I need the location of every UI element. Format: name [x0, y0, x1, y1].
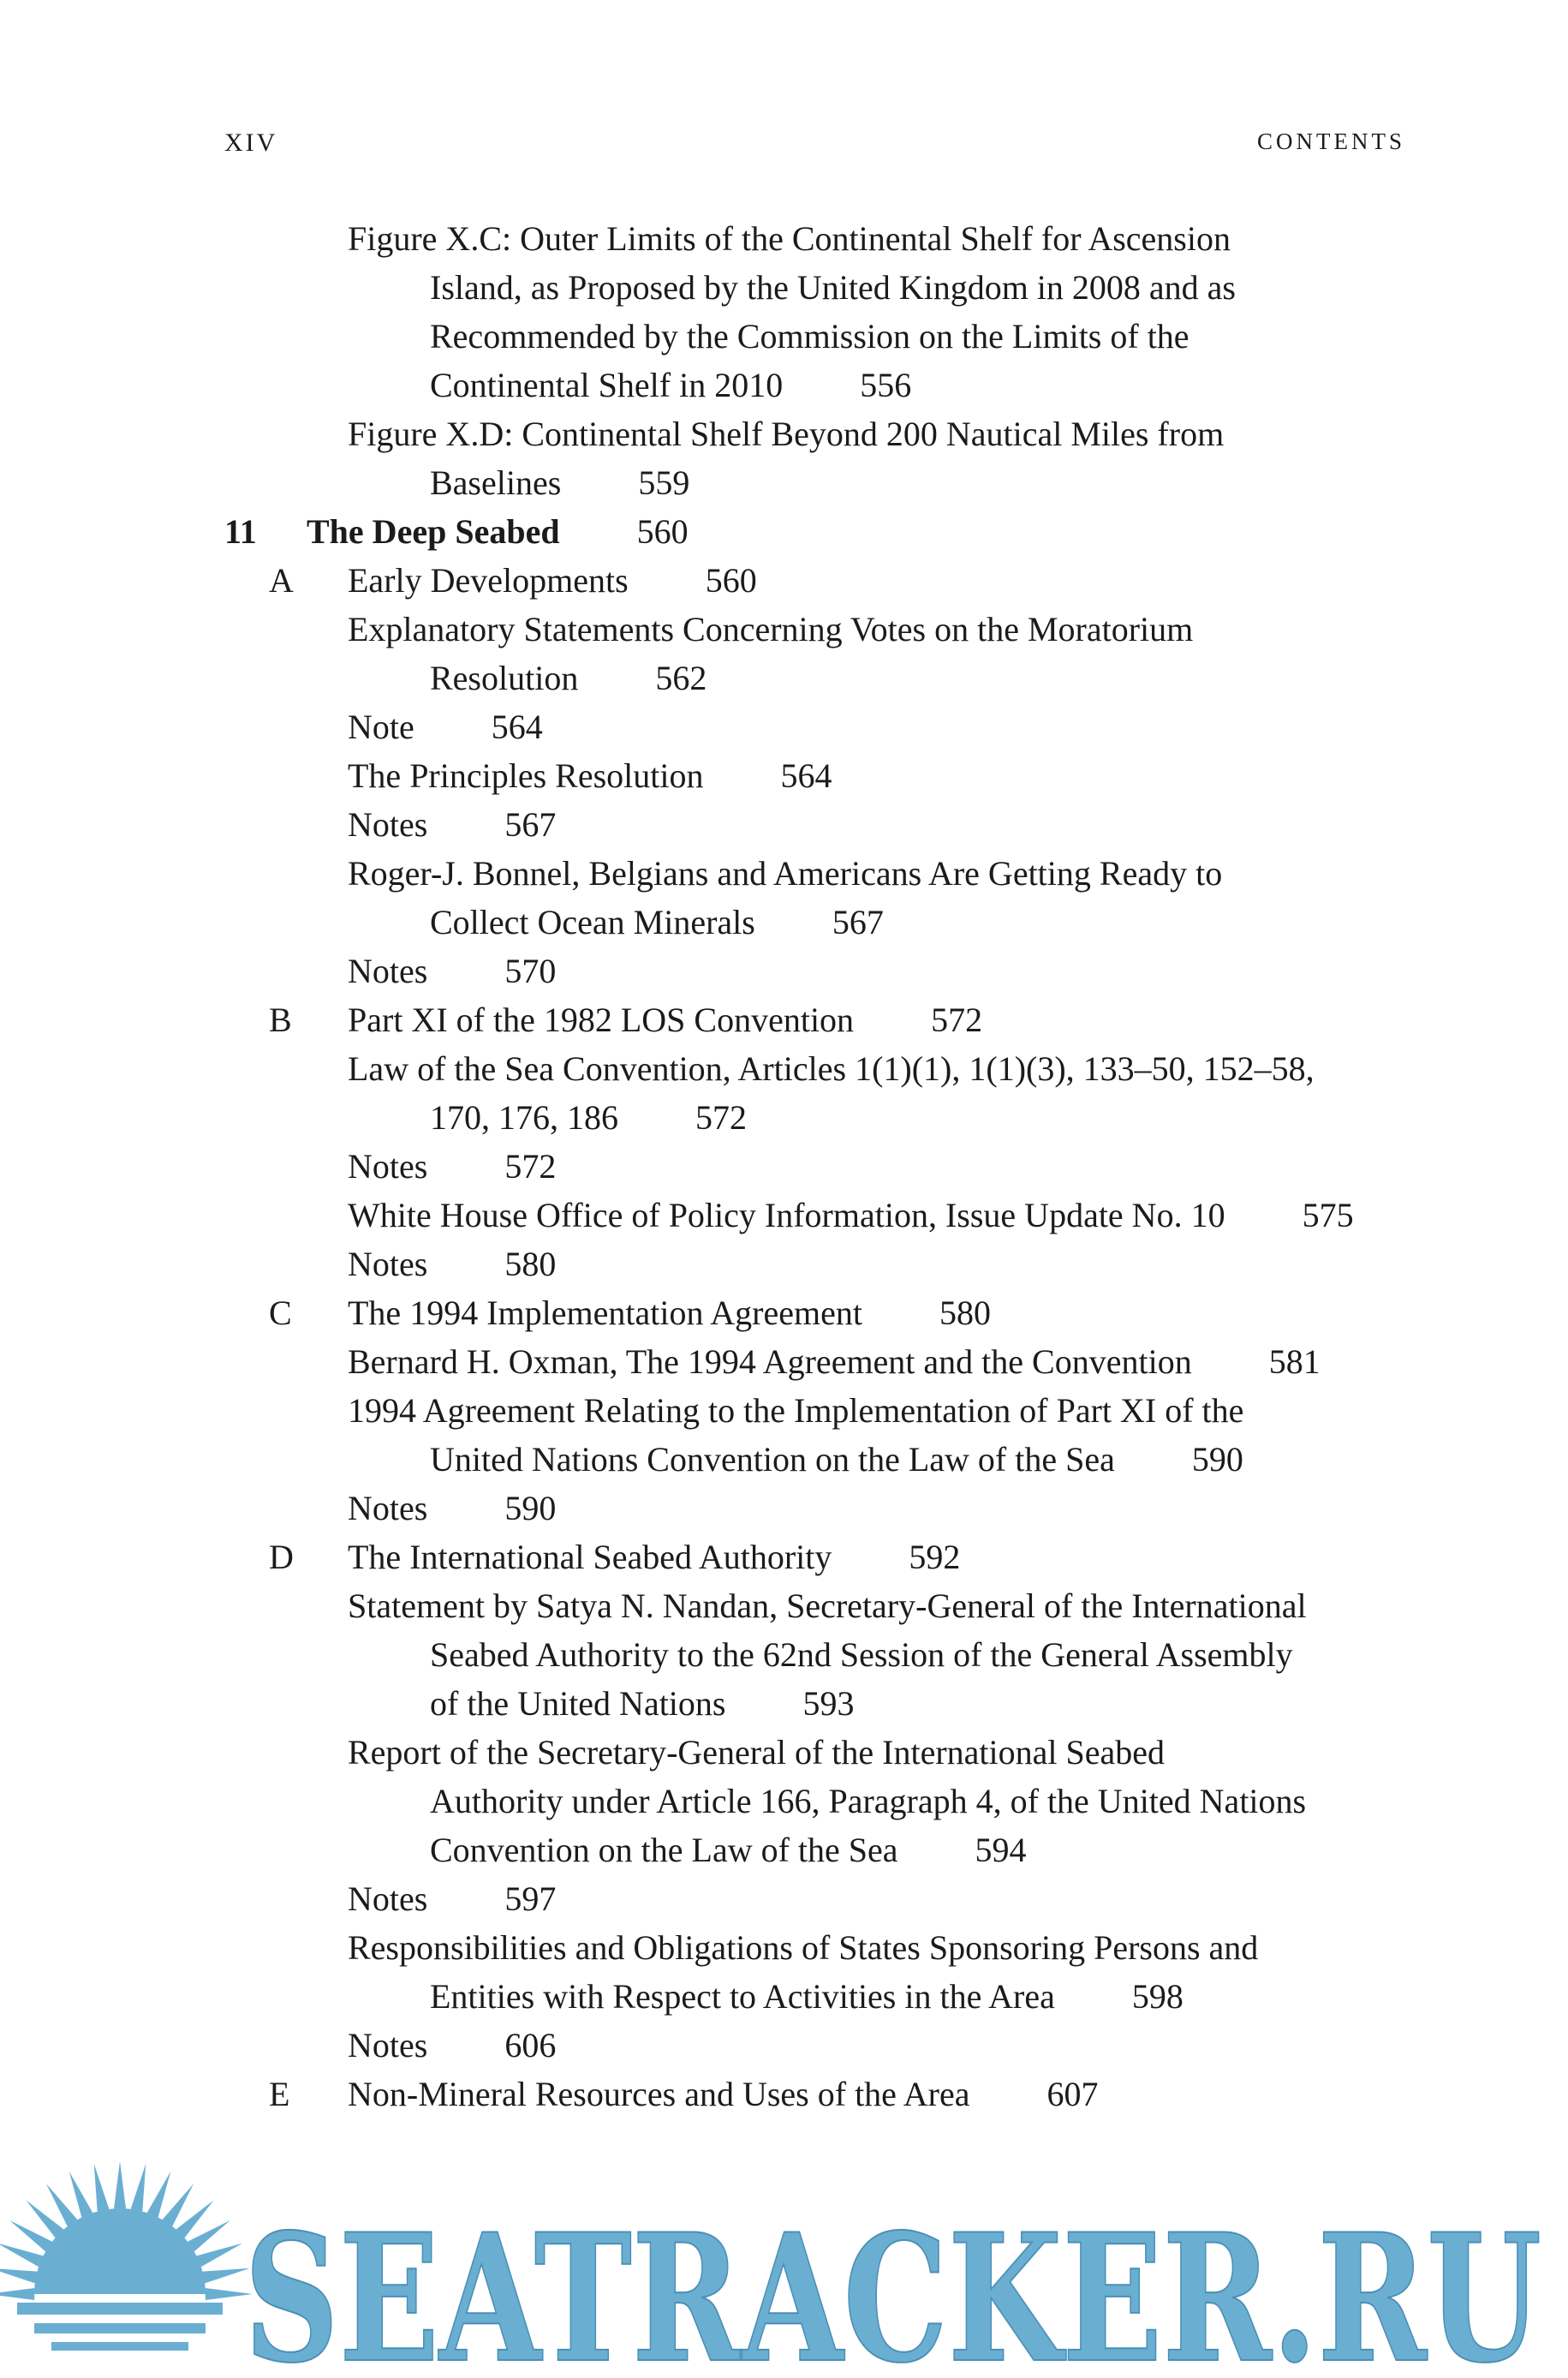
toc-entry [224, 849, 1423, 898]
toc-entry [224, 1825, 1423, 1874]
toc-entry [224, 702, 1423, 751]
toc-title: United Nations Convention on the Law of the Sea [430, 1440, 1115, 1479]
toc-text [348, 1728, 1165, 1777]
toc-entry [224, 1044, 1423, 1093]
toc-title: of the United Nations [430, 1684, 726, 1723]
toc-title: Baselines [430, 463, 562, 502]
toc-page-number: 562 [655, 659, 707, 697]
toc-title: Part XI of the 1982 LOS Convention [348, 1001, 855, 1039]
toc-text [430, 1435, 1243, 1484]
toc-page-number: 559 [638, 463, 690, 502]
toc-title: The 1994 Implementation Agreement [348, 1294, 862, 1332]
toc-title: Notes [348, 952, 428, 990]
toc-title: Island, as Proposed by the United Kingdom in 2008 and as [430, 268, 1236, 307]
toc-entry [224, 1142, 1423, 1191]
toc-page-number: 593 [802, 1684, 855, 1723]
table-of-contents [224, 214, 1423, 2118]
toc-title: Seabed Authority to the 62nd Session of the General Assembly [430, 1635, 1293, 1674]
toc-title: Resolution [430, 659, 579, 697]
toc-page-number: 567 [504, 805, 557, 844]
toc-page-number: 594 [975, 1831, 1027, 1869]
toc-text [348, 1191, 1354, 1240]
toc-section [224, 1533, 1423, 1581]
toc-entry [224, 1337, 1423, 1386]
toc-title: Law of the Sea Convention, Articles 1(1)(1), 1(1)(3), 133–50, 152–58, [348, 1049, 1315, 1088]
sun-burst-icon [0, 2161, 253, 2351]
toc-title: Notes [348, 1147, 428, 1186]
toc-entry [224, 263, 1423, 312]
toc-page-number: 572 [695, 1098, 747, 1137]
toc-entry [224, 654, 1423, 702]
toc-entry [224, 2021, 1423, 2070]
toc-page-number: 598 [1131, 1977, 1183, 2016]
toc-text [348, 947, 556, 995]
toc-title: Notes [348, 805, 428, 844]
watermark [0, 2159, 1568, 2378]
toc-page-number: 575 [1302, 1196, 1354, 1234]
toc-page-number: 590 [1191, 1440, 1243, 1479]
toc-text [430, 1777, 1306, 1825]
toc-section [224, 2070, 1423, 2118]
toc-title: Notes [348, 1489, 428, 1527]
toc-section [224, 556, 1423, 605]
toc-entry [224, 1923, 1423, 1972]
toc-text [348, 1484, 556, 1533]
toc-text [348, 605, 1193, 654]
toc-text [307, 507, 689, 556]
toc-section [224, 1288, 1423, 1337]
toc-entry [224, 1972, 1423, 2021]
toc-title: Responsibilities and Obligations of States Sponsoring Persons and [348, 1928, 1259, 1967]
toc-page-number: 580 [504, 1245, 557, 1283]
toc-title: Early Developments [348, 561, 629, 600]
toc-entry [224, 1484, 1423, 1533]
toc-page-number: 581 [1268, 1342, 1321, 1381]
toc-title: Explanatory Statements Concerning Votes on the Moratorium [348, 610, 1194, 648]
toc-text [348, 2021, 556, 2070]
toc-title: Continental Shelf in 2010 [430, 366, 784, 404]
toc-text [430, 458, 689, 507]
toc-page-number: 556 [860, 366, 912, 404]
toc-page-number: 597 [504, 1879, 557, 1918]
toc-entry [224, 1191, 1423, 1240]
toc-page-number: 606 [504, 2026, 557, 2064]
toc-text [348, 1142, 556, 1191]
toc-title: Recommended by the Commission on the Limits of the [430, 317, 1189, 356]
toc-text [430, 898, 884, 947]
toc-text [348, 214, 1231, 263]
toc-text [348, 995, 982, 1044]
toc-text [348, 1874, 556, 1923]
toc-entry [224, 1874, 1423, 1923]
toc-entry [224, 1630, 1423, 1679]
toc-title: Notes [348, 1245, 428, 1283]
toc-title: Figure X.C: Outer Limits of the Continental Shelf for Ascension [348, 219, 1231, 258]
toc-text [348, 702, 543, 751]
toc-entry [224, 409, 1423, 458]
toc-title: Convention on the Law of the Sea [430, 1831, 898, 1869]
toc-title: Non-Mineral Resources and Uses of the Area [348, 2075, 970, 2113]
toc-title: The Principles Resolution [348, 756, 704, 795]
toc-text [348, 1533, 960, 1581]
running-head-page-number: XIV [224, 128, 278, 157]
toc-title: Collect Ocean Minerals [430, 903, 755, 941]
toc-title: Report of the Secretary-General of the International Seabed [348, 1733, 1166, 1772]
toc-text [430, 654, 706, 702]
toc-title: Authority under Article 166, Paragraph 4, of the United Nations [430, 1782, 1307, 1820]
toc-text [348, 849, 1222, 898]
toc-title: 170, 176, 186 [430, 1098, 618, 1137]
toc-text [348, 1288, 991, 1337]
toc-section [224, 995, 1423, 1044]
toc-text [348, 556, 757, 605]
toc-entry [224, 947, 1423, 995]
toc-title: White House Office of Policy Information, Issue Update No. 10 [348, 1196, 1225, 1234]
toc-page-number: 572 [931, 1001, 983, 1039]
toc-title: 1994 Agreement Relating to the Implementation of Part XI of the [348, 1391, 1244, 1430]
toc-text [430, 361, 911, 409]
toc-entry [224, 312, 1423, 361]
toc-entry [224, 214, 1423, 263]
toc-label: A [269, 561, 294, 600]
toc-page-number: 572 [504, 1147, 557, 1186]
toc-page-number: 564 [491, 708, 543, 746]
toc-text [348, 409, 1224, 458]
toc-label: C [269, 1294, 292, 1332]
toc-page-number: 607 [1046, 2075, 1099, 2113]
toc-page-number: 560 [636, 512, 689, 551]
toc-title: Bernard H. Oxman, The 1994 Agreement and the Convention [348, 1342, 1192, 1381]
toc-text [430, 1630, 1293, 1679]
toc-title: Entities with Respect to Activities in the Area [430, 1977, 1055, 2016]
toc-text [348, 1923, 1258, 1972]
toc-page-number: 564 [780, 756, 832, 795]
toc-page-number: 580 [939, 1294, 991, 1332]
toc-text [348, 1240, 556, 1288]
toc-entry [224, 1240, 1423, 1288]
toc-text [348, 1386, 1243, 1435]
running-head-title: CONTENTS [1257, 128, 1405, 154]
toc-entry [224, 1777, 1423, 1825]
toc-text [430, 312, 1189, 361]
toc-label: E [269, 2075, 290, 2113]
toc-text [430, 1679, 855, 1728]
toc-title: The Deep Seabed [307, 512, 560, 551]
toc-text [348, 800, 556, 849]
toc-label: 11 [224, 512, 257, 551]
toc-text [348, 1044, 1315, 1093]
toc-title: The International Seabed Authority [348, 1538, 832, 1576]
toc-title: Statement by Satya N. Nandan, Secretary-General of the International [348, 1586, 1307, 1625]
toc-entry [224, 751, 1423, 800]
toc-entry [224, 898, 1423, 947]
toc-entry [224, 1386, 1423, 1435]
toc-entry [224, 1581, 1423, 1630]
toc-text [430, 1825, 1027, 1874]
toc-text [348, 1337, 1321, 1386]
toc-page-number: 570 [504, 952, 557, 990]
toc-chapter [224, 507, 1423, 556]
toc-label: D [269, 1538, 294, 1576]
toc-text [348, 751, 832, 800]
toc-page-number: 590 [504, 1489, 557, 1527]
toc-entry [224, 1093, 1423, 1142]
toc-page-number: 592 [909, 1538, 961, 1576]
toc-title: Notes [348, 2026, 428, 2064]
toc-text [430, 263, 1236, 312]
toc-entry [224, 1728, 1423, 1777]
toc-title: Note [348, 708, 414, 746]
watermark-text: SEATRACKER.RU [244, 2196, 1541, 2378]
toc-entry [224, 458, 1423, 507]
toc-entry [224, 1435, 1423, 1484]
toc-text [348, 1581, 1307, 1630]
toc-page-number: 560 [705, 561, 757, 600]
toc-label: B [269, 1001, 292, 1039]
toc-text [348, 2070, 1098, 2118]
toc-entry [224, 361, 1423, 409]
toc-text [430, 1972, 1183, 2021]
toc-text [430, 1093, 747, 1142]
toc-title: Roger-J. Bonnel, Belgians and Americans Are Getting Ready to [348, 854, 1223, 893]
toc-entry [224, 1679, 1423, 1728]
toc-page-number: 567 [832, 903, 884, 941]
toc-entry [224, 605, 1423, 654]
toc-title: Notes [348, 1879, 428, 1918]
toc-title: Figure X.D: Continental Shelf Beyond 200 Nautical Miles from [348, 415, 1225, 453]
toc-entry [224, 800, 1423, 849]
